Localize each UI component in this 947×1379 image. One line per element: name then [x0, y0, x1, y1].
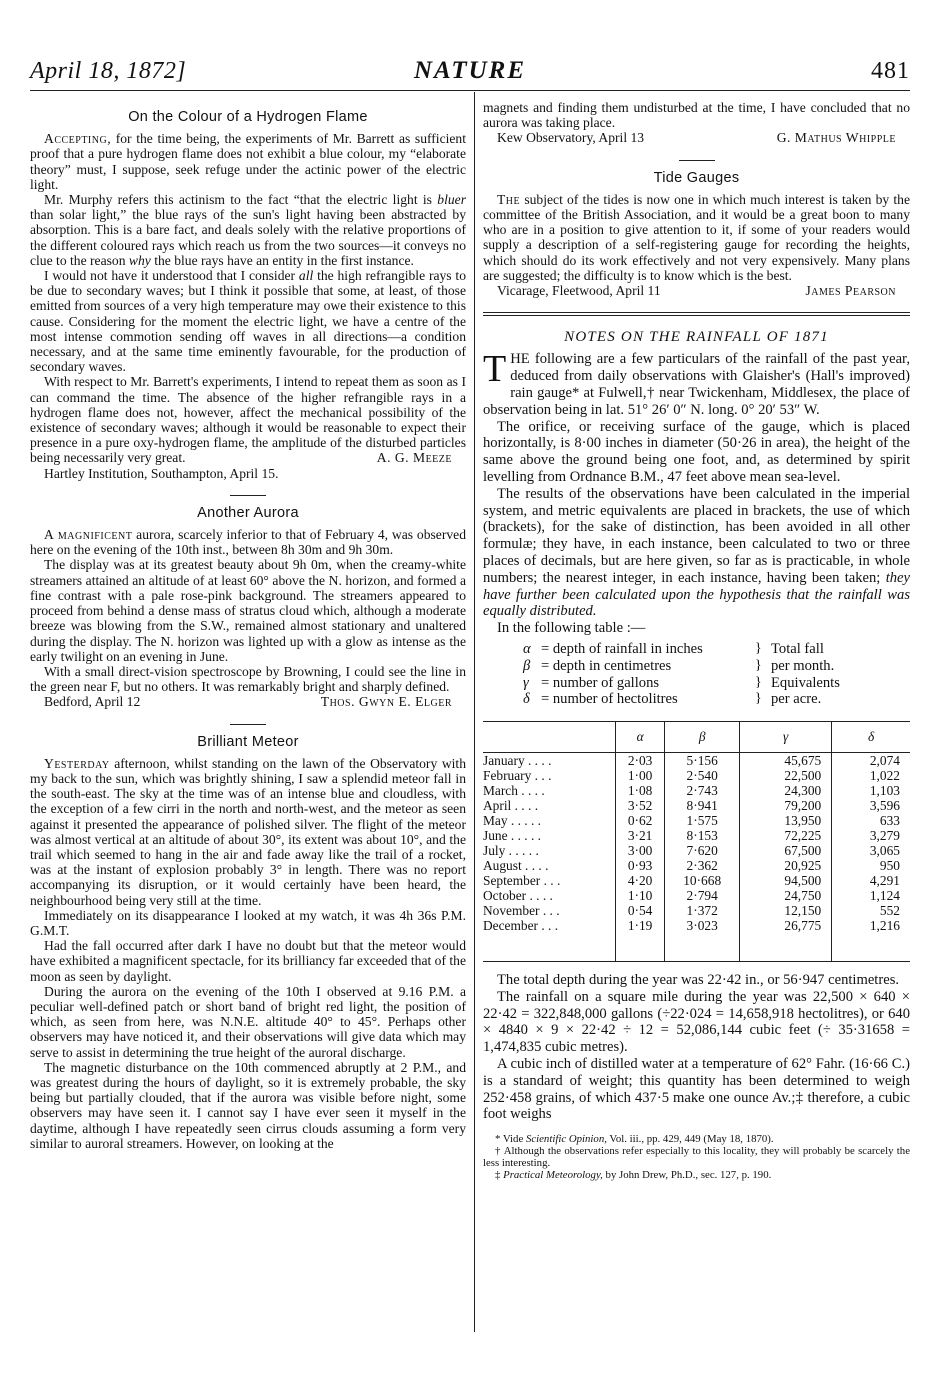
aurora-lead: A magnificent: [44, 527, 133, 543]
month-cell: February . . .: [483, 767, 552, 783]
tides-place: Vicarage, Fleetwood, April 11: [497, 283, 661, 299]
hydrogen-paragraph-3: [30, 268, 466, 374]
table-row: [483, 888, 910, 903]
value-cell: 1,124: [832, 888, 910, 903]
table-row: [483, 783, 910, 798]
value-cell: 633: [832, 813, 910, 828]
value-cell: 2·540: [665, 768, 740, 783]
aurora-signature: [30, 694, 466, 709]
notes-paragraph-4: In the following table :—: [497, 620, 646, 637]
notes-p3-em: they have further been calculated upon the hypothesis that the rainfall was equally distributed.: [483, 569, 910, 620]
right-column: [483, 100, 910, 1181]
value-cell: 24,750: [740, 888, 832, 903]
value-cell: 4·20: [616, 873, 665, 888]
value-cell: 4,291: [832, 873, 910, 888]
meteor-p1-text: afternoon, whilst standing on the lawn of the Observatory with my back to the sun, which was brightly shining, I saw a splendid meteor fall in the south-east. The sky at the time was of an intense blue and cloudless, with the exception of a few cirri in the north and north-west, and the meteor as seen against it presented the appearance of polished silver. The flight of the meteor was almost vertical at an altitude of about 30°, its extent was about 10°, and the trail which seemed to hang in the air and fade away like the trail of a rocket, was at the instant of explosion probably 3° in length. There was no report accompanying its disruption, or it would certainly have been heard, the neighbourhood being very still at the time.: [30, 755, 466, 908]
table-legend: [523, 641, 910, 711]
notes-paragraph-3: [483, 486, 910, 620]
notes-p1-text: HE following are a few particulars of the rainfall of the past year, deduced from daily observations with Glaisher's (Hall's improved) rain gauge* at Fulwell,† near Twickenham, Middlesex, the place of observation being in lat. 51° 26′ 0″ N. long. 0° 20′ 53″ W.: [483, 351, 910, 418]
table-row: [483, 813, 910, 828]
tides-lead: The: [497, 191, 521, 207]
value-cell: 26,775: [740, 918, 832, 933]
value-cell: 79,200: [740, 798, 832, 813]
legend-symbol: δ: [523, 691, 530, 708]
empty-cell: [665, 933, 740, 962]
hydrogen-p1-text: for the time being, the experiments of Mr. Barrett as sufficient proof that a pure hydrogen flame does not exhibit a blue colour, my “elaborate theory” must, I suppose, seek refuge under the actinic power of the electric light.: [30, 131, 466, 192]
footnote-3-a: ‡: [495, 1169, 504, 1182]
meteor-paragraph-5: The magnetic disturbance on the 10th commenced abruptly at 2 P.M., and was greatest during the hours of daylight, so it is extremely probable, the sky being but partially clouded, that if the aurora was visible before night, some observers may have seen it. I cannot say I have ever seen it myself in the daytime, although I have repeatedly seen cirrus clouds assuming a form very similar to auroral streamers. However, on looking at the: [30, 1059, 466, 1151]
hydrogen-p3a: I would not have it understood that I consider: [44, 268, 299, 284]
value-cell: 24,300: [740, 783, 832, 798]
table-row: [483, 798, 910, 813]
value-cell: 10·668: [665, 873, 740, 888]
value-cell: 12,150: [740, 903, 832, 918]
hydrogen-p3b: the high refrangible rays to be due to secondary waves; but I think it possible that some, at least, of those emitted from sources of a very high temperature may owe their existence to this cause. Considering for the moment the electric light, we have a centre of the most intense commotion sending off waves in all directions—a condition necessary, and at the same time eminently favourable, for the production of secondary waves.: [30, 268, 466, 375]
month-cell: January . . . .: [483, 752, 552, 768]
legend-right: Total fall: [771, 640, 824, 657]
value-cell: 3,065: [832, 843, 910, 858]
meteor-title: Brilliant Meteor: [197, 733, 299, 750]
meteor-signature: [483, 130, 910, 145]
legend-text: = number of hectolitres: [541, 691, 678, 708]
month-cell: November . . .: [483, 902, 560, 918]
hydrogen-p2-em2: why: [128, 252, 151, 268]
legend-right: Equivalents: [771, 674, 840, 691]
value-cell: 7·620: [665, 843, 740, 858]
month-cell: December . . .: [483, 917, 559, 933]
legend-brace: } } } }: [755, 640, 762, 707]
value-cell: 67,500: [740, 843, 832, 858]
footnote-1: [483, 1133, 910, 1145]
value-cell: 3,279: [832, 828, 910, 843]
value-cell: 45,675: [740, 752, 832, 768]
empty-cell: [740, 933, 832, 962]
month-cell: April . . . .: [483, 797, 539, 813]
legend-row: [523, 691, 678, 708]
value-cell: 3·00: [616, 843, 665, 858]
table-row: [483, 918, 910, 933]
table-row: [483, 768, 910, 783]
notes-paragraph-2: The orifice, or receiving surface of the gauge, which is placed horizontally, is 8·00 inches in diameter (50·26 in area), the height of the same above the ground being one foot, and, as determined by spirit levelling from Ordnance B.M., 47 feet above mean sea-level.: [483, 418, 910, 486]
aurora-paragraph-1: [30, 527, 466, 557]
table-header: β: [665, 721, 740, 752]
section-rule: [483, 315, 910, 316]
aurora-title: Another Aurora: [197, 504, 299, 521]
table-row: [483, 843, 910, 858]
footnote-3-b: by John Drew, Ph.D., sec. 127, p. 190.: [602, 1169, 772, 1182]
tides-title: Tide Gauges: [653, 169, 740, 186]
legend-symbol: γ: [523, 674, 529, 691]
value-cell: 8·153: [665, 828, 740, 843]
legend-text: = depth in centimetres: [541, 657, 672, 674]
value-cell: 3·21: [616, 828, 665, 843]
aurora-paragraph-3: With a small direct-vision spectroscope by Browning, I could see the line in the green near F, but no others. It was remarkably bright and sharply defined.: [30, 663, 466, 695]
left-column: [30, 100, 466, 1151]
value-cell: 20,925: [740, 858, 832, 873]
value-cell: 3·52: [616, 798, 665, 813]
legend-row: [523, 675, 659, 692]
hydrogen-signature: A. G. Meeze: [376, 450, 452, 466]
hydrogen-p4-text: With respect to Mr. Barrett's experiments, I intend to repeat them as soon as I can command the time. The absence of the higher refrangible rays in a hydrogen flame does not, however, affect the mechanical possibility of the existence of secondary waves; although it would be reasonable to expect their presence in a pure oxy-hydrogen flame, the amplitude of the disturbed particles being necessarily very great.: [30, 374, 466, 466]
after-paragraph-2: The rainfall on a square mile during the year was 22,500 × 640 × 22·42 = 322,848,000 gallons (÷22·024 = 14,658,918 hectolitres), or 640 × 4840 × 9 × 22·42 ÷ 12 = 52,086,144 cubic feet (÷ 35·31658 = 1,474,835 cubic metres).: [483, 988, 910, 1056]
month-cell: March . . . .: [483, 782, 545, 798]
hydrogen-title: On the Colour of a Hydrogen Flame: [128, 109, 368, 125]
footnote-1-b: Vol. iii., pp. 429, 449 (May 18, 1870).: [606, 1133, 774, 1146]
column-divider: [474, 92, 475, 1332]
month-cell: October . . . .: [483, 887, 553, 903]
hydrogen-p2a: Mr. Murphy refers this actinism to the fact “that the electric light is: [44, 192, 438, 208]
value-cell: 3,596: [832, 798, 910, 813]
legend-symbol: β: [523, 657, 531, 674]
page-number: 481: [871, 58, 910, 84]
value-cell: 1·19: [616, 918, 665, 933]
value-cell: 94,500: [740, 873, 832, 888]
meteor-paragraph-4: During the aurora on the evening of the 10th I observed at 9.16 P.M. a peculiar well-defined patch or short band of bright red light, the position of which, as seen from here, was N.N.E. altitude 40° to 45°. Perhaps other observers may have noticed it, and their observations will give data which may serve to assist in determining the true height of the auroral discharge.: [30, 983, 466, 1060]
hydrogen-paragraph-1: [30, 131, 466, 192]
legend-row: [523, 658, 671, 675]
table-header: δ: [832, 721, 910, 752]
table-row: [483, 858, 910, 873]
tides-p1-text: subject of the tides is now one in which much interest is taken by the committee of the British Association, and it would be a great boon to many who are in a position to give attention to it, if some of your readers would supply a description of a self-registering gauge for recording the heights, which should do its work effectively and not very expensively. Many plans are suggested; the difficulty is to know which is the best.: [483, 191, 910, 283]
table-header: α: [616, 721, 665, 752]
notes-title: NOTES ON THE RAINFALL OF 1871: [564, 329, 829, 346]
value-cell: 2·03: [616, 752, 665, 768]
issue-date: April 18, 1872]: [30, 58, 187, 84]
aurora-place: Bedford, April 12: [44, 694, 141, 710]
value-cell: 0·93: [616, 858, 665, 873]
tides-signature: [483, 283, 910, 298]
legend-symbol: α: [523, 640, 531, 657]
hydrogen-p2b: than solar light,” the blue rays of the sun's light having been abstracted by absorption. This is a bare fact, and deals solely with the relative proportions of the different coloured rays which reach us from the two sources—it conveys no clue to the reason: [30, 207, 466, 268]
aurora-author: Thos. Gwyn E. Elger: [320, 694, 452, 710]
footnote-3: [483, 1169, 910, 1181]
hydrogen-paragraph-4: [30, 374, 466, 465]
value-cell: 22,500: [740, 768, 832, 783]
table-bottom-rule: [483, 933, 910, 962]
table-header: [483, 721, 616, 752]
after-paragraph-3: A cubic inch of distilled water at a temperature of 62° Fahr. (16·66 C.) is a standard of weight; this quantity has been determined to weigh 252·458 grains, of which 437·5 make one ounce Av.;‡ therefore, a cubic foot weighs: [483, 1055, 910, 1123]
value-cell: 8·941: [665, 798, 740, 813]
divider: [230, 724, 266, 725]
value-cell: 5·156: [665, 752, 740, 768]
table-header-row: [483, 721, 910, 752]
aurora-paragraph-2: The display was at its greatest beauty about 9h 0m, when the creamy-white streamers attained an altitude of at least 60° above the N. horizon, and formed a fine contrast with a pale rose-pink background. The streamers appeared to proceed from behind a dense mass of stratus cloud which, although a moderate breeze was blowing from the S.W., remained almost stationary and unaltered during the display. The N. horizon was lighted up with a glow as intense as the early twilight on an evening in June.: [30, 557, 466, 664]
meteor-author: G. Mathus Whipple: [776, 130, 896, 146]
month-cell: May . . . . .: [483, 812, 542, 828]
tides-paragraph-1: [483, 192, 910, 283]
footnotes: [483, 1133, 910, 1181]
value-cell: 1,022: [832, 768, 910, 783]
table-row: [483, 873, 910, 888]
running-header: [30, 58, 910, 91]
value-cell: 2·362: [665, 858, 740, 873]
table-header: γ: [740, 721, 832, 752]
value-cell: 1·575: [665, 813, 740, 828]
empty-cell: [483, 933, 616, 962]
table-row: [483, 903, 910, 918]
value-cell: 2·743: [665, 783, 740, 798]
section-rule: [483, 312, 910, 313]
value-cell: 950: [832, 858, 910, 873]
value-cell: 552: [832, 903, 910, 918]
meteor-paragraph-2: Immediately on its disappearance I looked at my watch, it was 4h 36s P.M. G.M.T.: [30, 907, 466, 938]
value-cell: 0·54: [616, 903, 665, 918]
legend-text: = number of gallons: [541, 674, 660, 691]
table-row: [483, 752, 910, 768]
value-cell: 1,103: [832, 783, 910, 798]
hydrogen-p3-em: all: [298, 268, 314, 284]
hydrogen-paragraph-2: [30, 192, 466, 268]
footnote-3-em: Practical Meteorology,: [503, 1169, 603, 1182]
divider: [230, 495, 266, 496]
footnote-1-em: Scientific Opinion,: [525, 1133, 607, 1146]
table-row: [483, 828, 910, 843]
value-cell: 2,074: [832, 752, 910, 768]
month-cell: August . . . .: [483, 857, 549, 873]
value-cell: 1·372: [665, 903, 740, 918]
value-cell: 2·794: [665, 888, 740, 903]
meteor-place: Kew Observatory, April 13: [497, 130, 645, 146]
footnote-2: † Although the observations refer especially to this locality, they will probably be scarcely the less interesting.: [483, 1145, 910, 1170]
legend-text: = depth of rainfall in inches: [541, 640, 703, 657]
value-cell: 1·10: [616, 888, 665, 903]
value-cell: 1·00: [616, 768, 665, 783]
meteor-paragraph-1: [30, 756, 466, 908]
notes-body: [483, 348, 910, 637]
legend-row: [523, 641, 703, 658]
after-table: [483, 972, 910, 1123]
notes-paragraph-1: [483, 348, 910, 418]
meteor-continued: magnets and finding them undisturbed at the time, I have concluded that no aurora was taking place.: [483, 100, 910, 131]
hydrogen-p2-em1: bluer: [437, 192, 466, 208]
divider: [679, 160, 715, 161]
legend-right: per acre.: [771, 691, 822, 708]
after-paragraph-1: The total depth during the year was 22·42 in., or 56·947 centimetres.: [497, 971, 900, 988]
month-cell: June . . . . .: [483, 827, 542, 843]
empty-cell: [616, 933, 665, 962]
meteor-lead: Yesterday: [44, 755, 110, 771]
value-cell: 3·023: [665, 918, 740, 933]
value-cell: 1,216: [832, 918, 910, 933]
empty-cell: [832, 933, 910, 962]
month-cell: July . . . . .: [483, 842, 539, 858]
hydrogen-p2c: the blue rays have an entity in the first instance.: [150, 252, 414, 268]
drop-cap: T: [483, 348, 507, 391]
tides-author: James Pearson: [805, 283, 896, 299]
legend-right: per month.: [771, 657, 835, 674]
hydrogen-place: Hartley Institution, Southampton, April 15.: [44, 465, 279, 481]
footnote-1-a: * Vide: [495, 1133, 526, 1146]
aurora-p1-text: aurora, scarcely inferior to that of February 4, was observed here on the evening of the 10th inst., between 8h 30m and 9h 30m.: [30, 527, 466, 558]
hydrogen-lead: Accepting,: [44, 131, 112, 147]
table-body: [483, 752, 910, 961]
month-cell: September . . .: [483, 872, 561, 888]
value-cell: 72,225: [740, 828, 832, 843]
value-cell: 13,950: [740, 813, 832, 828]
meteor-paragraph-3: Had the fall occurred after dark I have no doubt but that the meteor would have exhibited a magnificent spectacle, for its brilliancy far exceeded that of the moon as seen by daylight.: [30, 938, 466, 984]
notes-p3a: The results of the observations have been calculated in the imperial system, and metric equivalents are placed in brackets, the use of which (brackets), for the sake of distinction, has been avoided in all other formulæ; they have, in each instance, been calculated to two or three places of decimals, but are here given, so far as is practicable, in whole numbers; the nearest integer, in each instance, having been taken;: [483, 485, 910, 586]
rainfall-table: [483, 721, 910, 962]
value-cell: 0·62: [616, 813, 665, 828]
value-cell: 1·08: [616, 783, 665, 798]
masthead: NATURE: [413, 57, 527, 84]
